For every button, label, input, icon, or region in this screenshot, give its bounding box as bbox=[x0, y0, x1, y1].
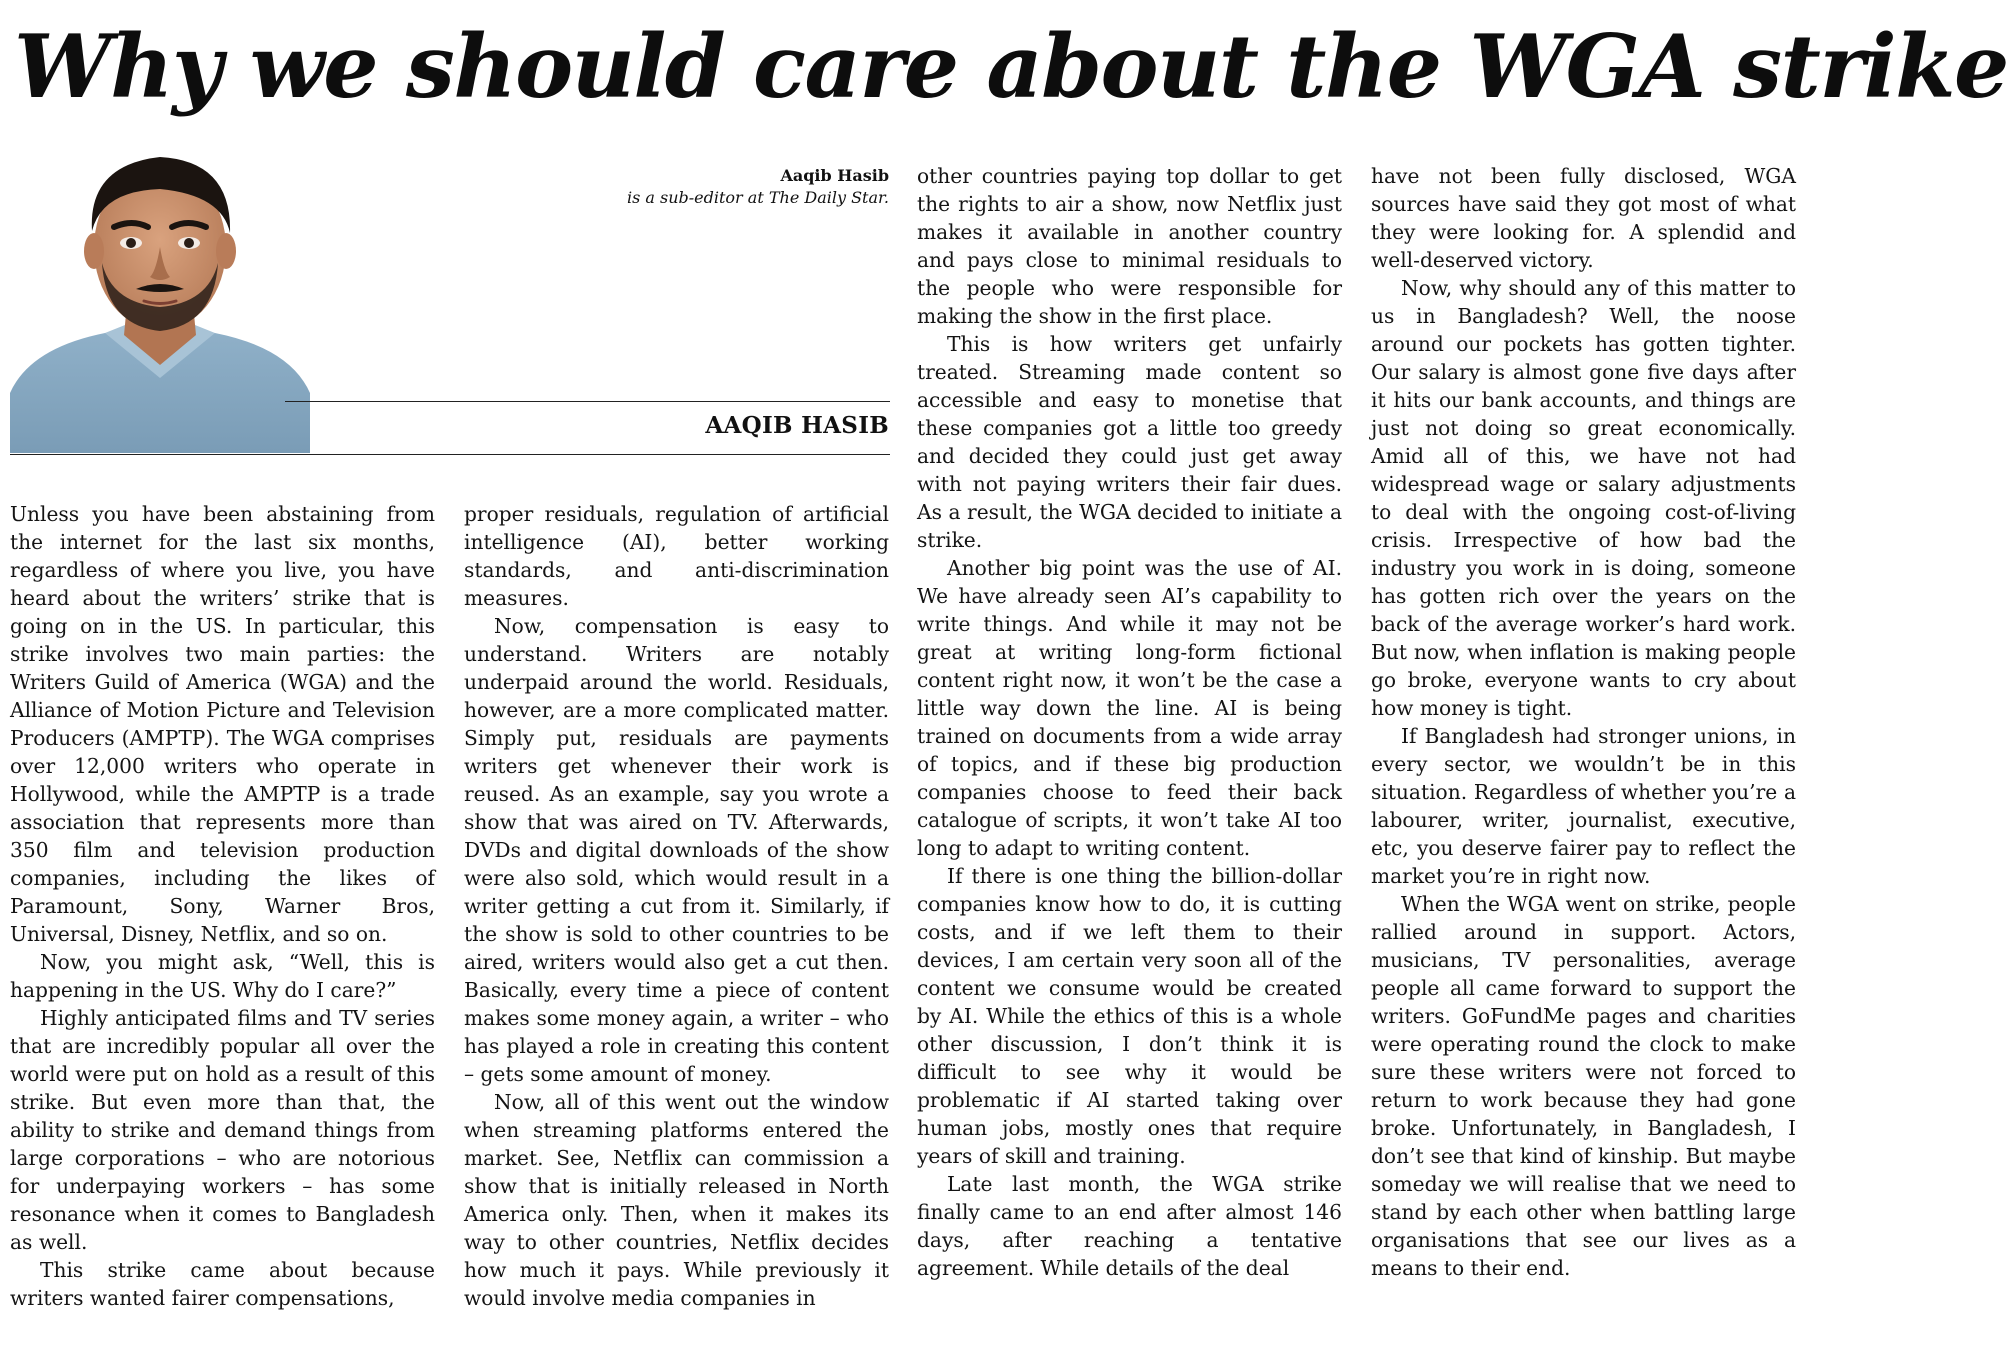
byline-rule-bottom bbox=[10, 454, 890, 455]
author-credit bbox=[627, 165, 889, 209]
article-headline: Why we should care about the WGA strike bbox=[14, 15, 2008, 118]
byline: AAQIB HASIB bbox=[705, 412, 889, 439]
article-column-4 bbox=[1371, 162, 1796, 1282]
paragraph: If there is one thing the billion-dollar companies know how to do, it is cutting costs, and if we left them to their devices, I am certain very soon all of the content we consume would be created by AI. While the ethics of this is a whole other discussion, I don’t think it is difficult to see why it would be problematic if AI started taking over human jobs, mostly ones that require years of skill and training. bbox=[917, 864, 1342, 1168]
byline-rule-top bbox=[285, 401, 890, 402]
paragraph: When the WGA went on strike, people rallied around in support. Actors, musicians, TV personalities, average people all came forward to support the writers. GoFundMe pages and charities were operating round the clock to make sure these writers were not forced to return to work because they had gone broke. Unfortunately, in Bangladesh, I don’t see that kind of kinship. But maybe someday we will realise that we need to stand by each other when battling large organisations that see our lives as a means to their end. bbox=[1371, 892, 1796, 1280]
paragraph: proper residuals, regulation of artificial intelligence (AI), better working standards, and anti-discrimination measures. bbox=[464, 502, 889, 610]
paragraph: Late last month, the WGA strike finally came to an end after almost 146 days, after reaching a tentative agreement. While details of the deal bbox=[917, 1172, 1342, 1280]
paragraph: This is how writers get unfairly treated. Streaming made content so accessible and easy to monetise that these companies got a little too greedy and decided they could just get away with not paying writers their fair dues. As a result, the WGA decided to initiate a strike. bbox=[917, 332, 1342, 552]
paragraph: Now, compensation is easy to understand. Writers are notably underpaid around the world. Residuals, however, are a more complicated matter. Simply put, residuals are payments writers get whenever their work is reused. As an example, say you wrote a show that was aired on TV. Afterwards, DVDs and digital downloads of the show were also sold, which would result in a writer getting a cut from it. Similarly, if the show is sold to other countries to be aired, writers would also get a cut then. Basically, every time a piece of content makes some money again, a writer – who has played a role in creating this content – gets some amount of money. bbox=[464, 614, 889, 1086]
paragraph: If Bangladesh had stronger unions, in every sector, we wouldn’t be in this situation. Regardless of whether you’re a labourer, writer, journalist, executive, etc, you deserve fairer pay to reflect the market you’re in right now. bbox=[1371, 724, 1796, 888]
paragraph: This strike came about because writers wanted fairer compensations, bbox=[10, 1258, 435, 1310]
paragraph: other countries paying top dollar to get the rights to air a show, now Netflix just makes it available in another country and pays close to minimal residuals to the people who were responsible for making the show in the first place. bbox=[917, 164, 1342, 328]
paragraph: Now, you might ask, “Well, this is happening in the US. Why do I care?” bbox=[10, 950, 435, 1002]
paragraph: Another big point was the use of AI. We have already seen AI’s capability to write things. And while it may not be great at writing long-form fictional content right now, it won’t be the case a little way down the line. AI is being trained on documents from a wide array of topics, and if these big production companies choose to feed their back catalogue of scripts, it won’t take AI too long to adapt to writing content. bbox=[917, 556, 1342, 860]
author-photo bbox=[10, 143, 310, 453]
paragraph: Now, all of this went out the window when streaming platforms entered the market. See, Netflix can commission a show that is initially released in North America only. Then, when it makes its way to other countries, Netflix decides how much it pays. While previously it would involve media companies in bbox=[464, 1090, 889, 1310]
paragraph: Now, why should any of this matter to us in Bangladesh? Well, the noose around our pockets has gotten tighter. Our salary is almost gone five days after it hits our bank accounts, and things are just not doing so great economically. Amid all of this, we have not had widespread wage or salary adjustments to deal with the ongoing cost-of-living crisis. Irrespective of how bad the industry you work in is doing, someone has gotten rich over the years on the back of the average worker’s hard work. But now, when inflation is making people go broke, everyone wants to cry about how money is tight. bbox=[1371, 276, 1796, 720]
paragraph: Highly anticipated films and TV series that are incredibly popular all over the world were put on hold as a result of this strike. But even more than that, the ability to strike and demand things from large corporations – who are notorious for underpaying workers – has some resonance when it comes to Bangladesh as well. bbox=[10, 1006, 435, 1254]
paragraph: have not been fully disclosed, WGA sources have said they got most of what they were looking for. A splendid and well-deserved victory. bbox=[1371, 164, 1796, 272]
article-column-1 bbox=[10, 500, 435, 1312]
author-name: Aaqib Hasib bbox=[780, 166, 889, 185]
article-column-2 bbox=[464, 500, 889, 1312]
paragraph: Unless you have been abstaining from the internet for the last six months, regardless of where you live, you have heard about the writers’ strike that is going on in the US. In particular, this strike involves two main parties: the Writers Guild of America (WGA) and the Alliance of Motion Picture and Television Producers (AMPTP). The WGA comprises over 12,000 writers who operate in Hollywood, while the AMPTP is a trade association that represents more than 350 film and television production companies, including the likes of Paramount, Sony, Warner Bros, Universal, Disney, Netflix, and so on. bbox=[10, 502, 435, 946]
article-column-3 bbox=[917, 162, 1342, 1282]
author-bio: is a sub-editor at The Daily Star. bbox=[626, 188, 889, 207]
